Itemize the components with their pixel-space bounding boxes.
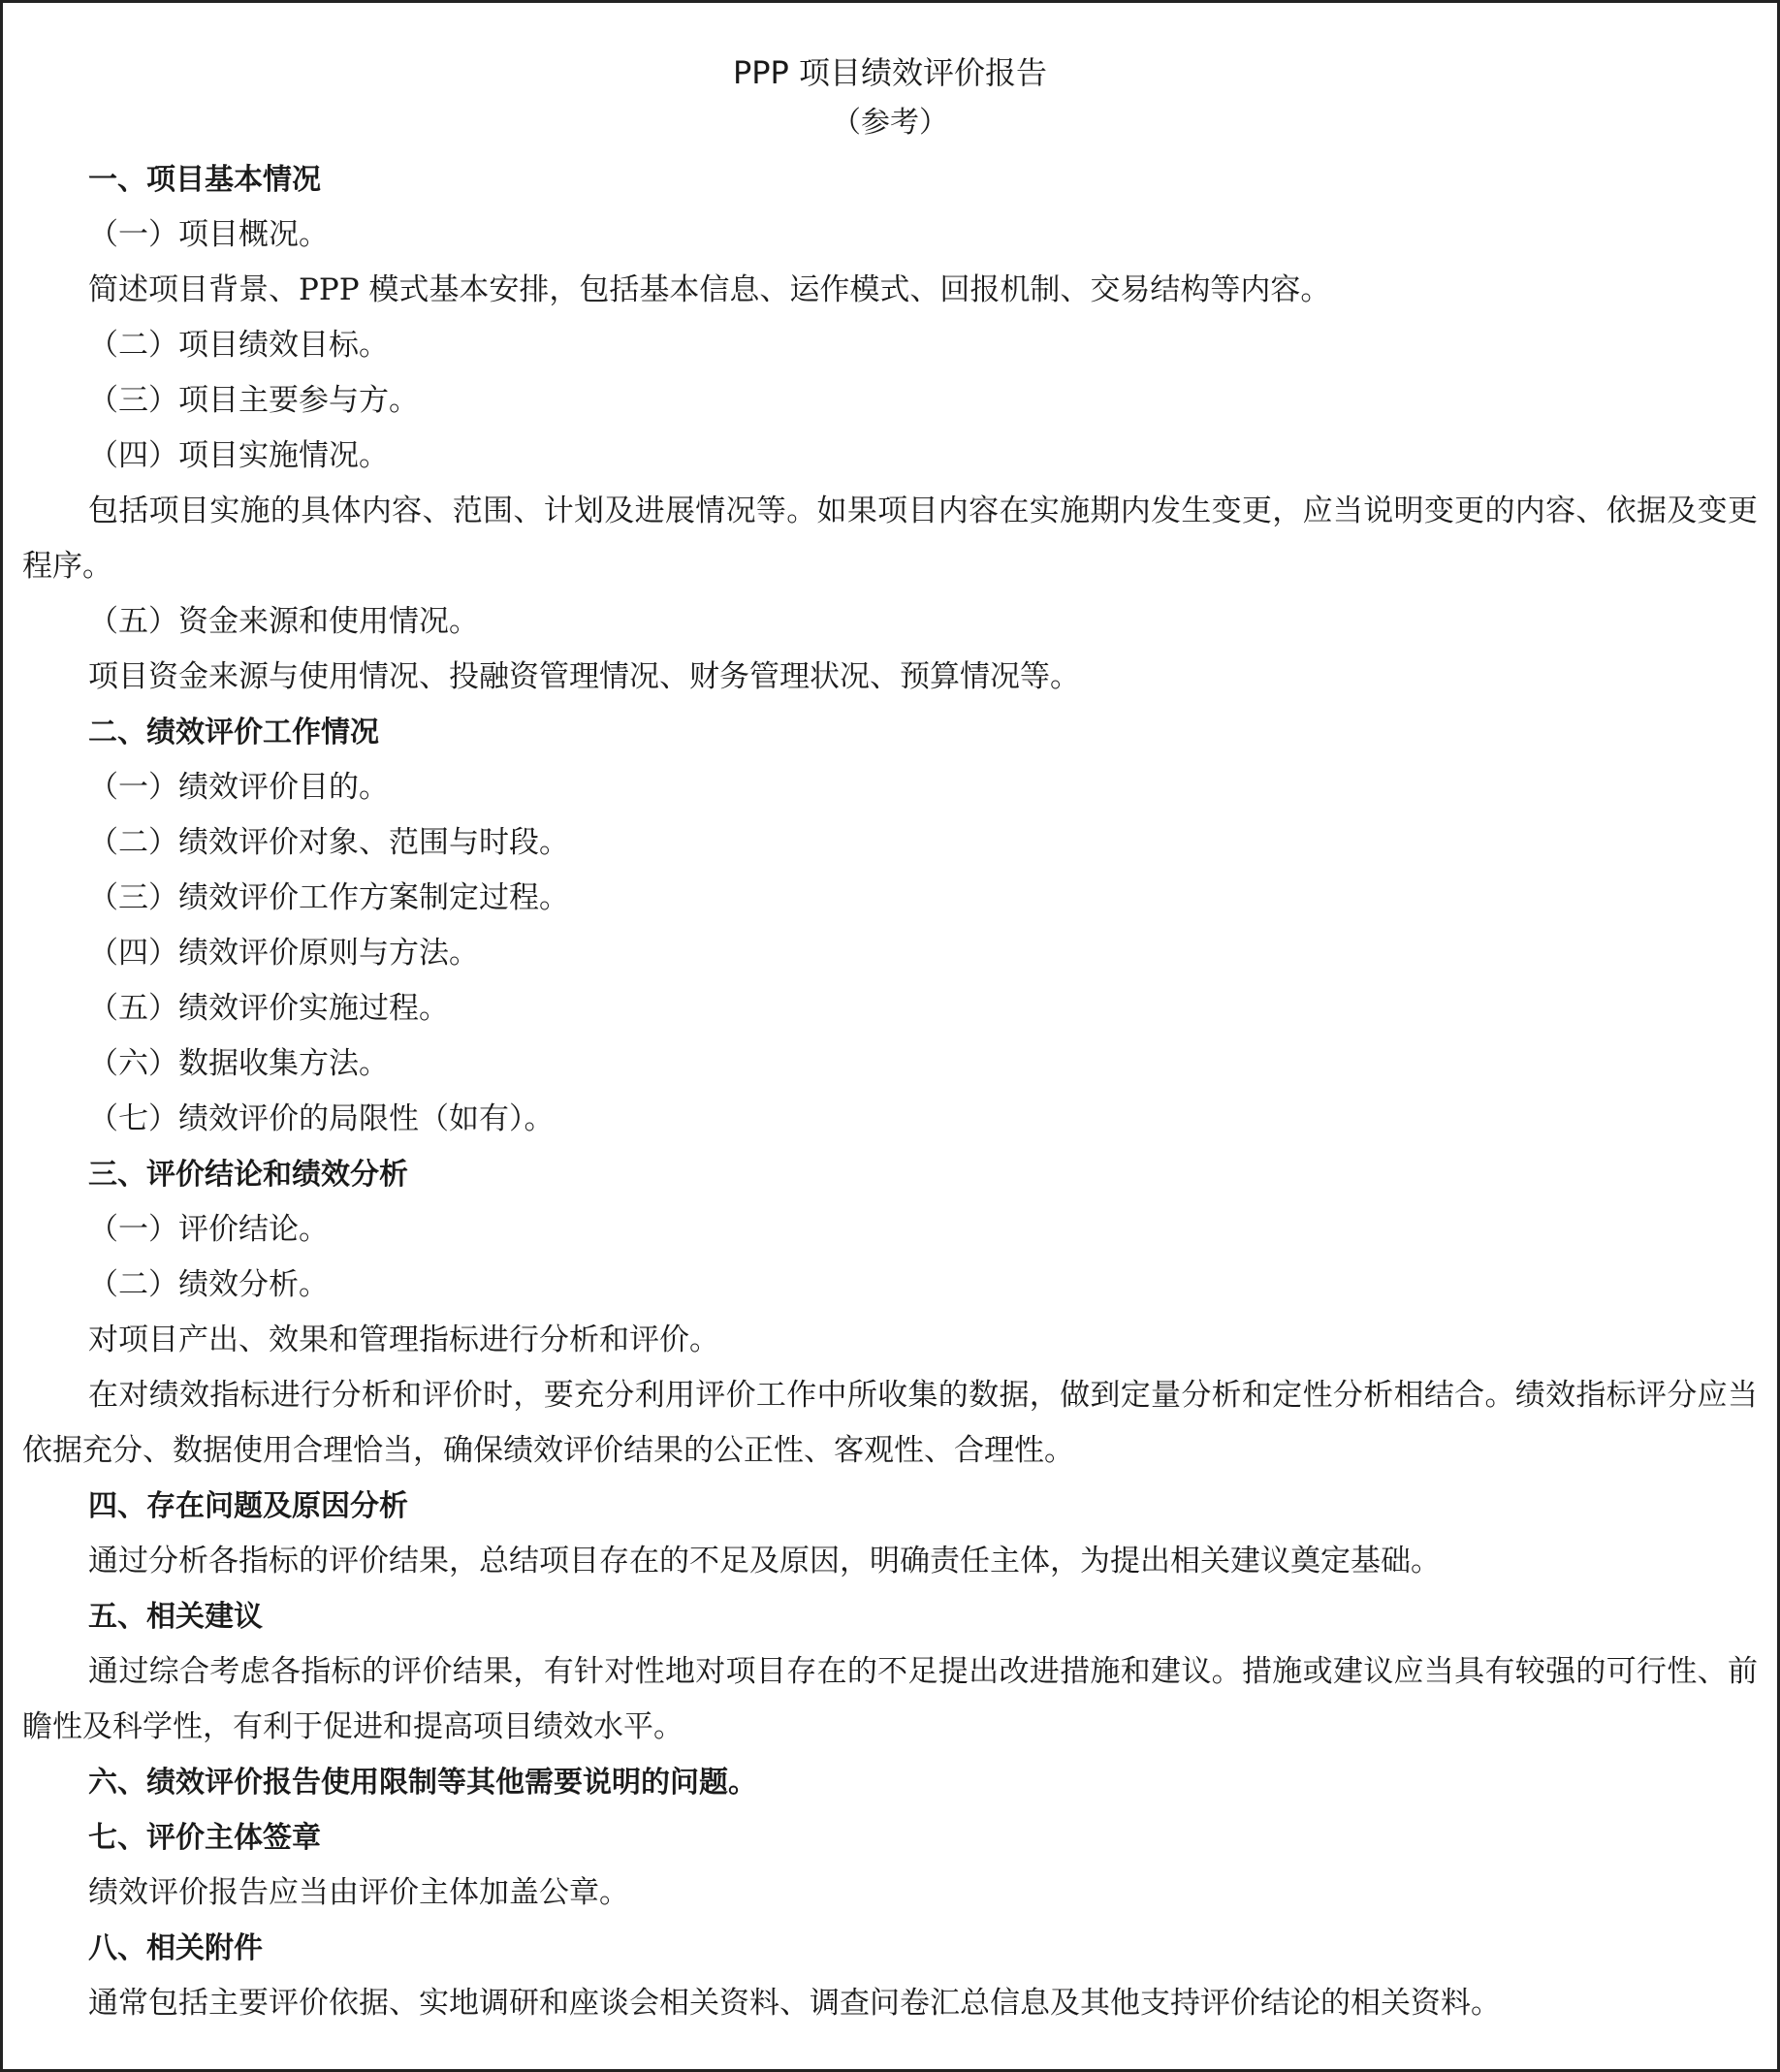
section-heading: 六、绩效评价报告使用限制等其他需要说明的问题。	[88, 1766, 757, 1800]
subsection-item: （三）绩效评价工作方案制定过程。	[88, 880, 569, 915]
subsection-item: （四）项目实施情况。	[88, 438, 389, 473]
section-heading: 七、评价主体签章	[88, 1821, 321, 1855]
document-subtitle: （参考）	[832, 106, 948, 140]
document-title: PPP 项目绩效评价报告	[732, 54, 1048, 91]
body-paragraph: 项目资金来源与使用情况、投融资管理情况、财务管理状况、预算情况等。	[88, 659, 1080, 694]
body-paragraph: 在对绩效指标进行分析和评价时，要充分利用评价工作中所收集的数据，做到定量分析和定性分析相结合。绩效指标评分应当依据充分、数据使用合理恰当，确保绩效评价结果的公正性、客观性、合理性。	[22, 1378, 1758, 1468]
body-paragraph: 通过综合考虑各指标的评价结果，有针对性地对项目存在的不足提出改进措施和建议。措施或建议应当具有较强的可行性、前瞻性及科学性，有利于促进和提高项目绩效水平。	[22, 1654, 1758, 1744]
body-paragraph: 对项目产出、效果和管理指标进行分析和评价。	[88, 1323, 719, 1357]
body-paragraph: 包括项目实施的具体内容、范围、计划及进展情况等。如果项目内容在实施期内发生变更，应当说明变更的内容、依据及变更程序。	[22, 494, 1758, 584]
subsection-item: （二）绩效分析。	[88, 1267, 329, 1302]
subsection-item: （四）绩效评价原则与方法。	[88, 936, 479, 971]
subsection-item: （一）项目概况。	[88, 217, 329, 252]
section-heading: 一、项目基本情况	[88, 163, 321, 197]
section-heading: 四、存在问题及原因分析	[88, 1489, 408, 1523]
subsection-item: （二）绩效评价对象、范围与时段。	[88, 825, 569, 860]
body-paragraph: 通过分析各指标的评价结果，总结项目存在的不足及原因，明确责任主体，为提出相关建议奠定基础。	[88, 1544, 1441, 1578]
subsection-item: （一）评价结论。	[88, 1212, 329, 1247]
section-heading: 三、评价结论和绩效分析	[88, 1158, 408, 1192]
subsection-item: （五）绩效评价实施过程。	[88, 991, 449, 1026]
section-heading: 八、相关附件	[88, 1931, 263, 1965]
section-heading: 二、绩效评价工作情况	[88, 716, 379, 749]
subsection-item: （六）数据收集方法。	[88, 1046, 389, 1081]
body-paragraph: 通常包括主要评价依据、实地调研和座谈会相关资料、调查问卷汇总信息及其他支持评价结论的相关资料。	[88, 1986, 1501, 2021]
subsection-item: （五）资金来源和使用情况。	[88, 604, 479, 639]
body-paragraph: 绩效评价报告应当由评价主体加盖公章。	[88, 1875, 629, 1910]
subsection-item: （三）项目主要参与方。	[88, 383, 419, 418]
subsection-item: （一）绩效评价目的。	[88, 770, 389, 805]
section-heading: 五、相关建议	[88, 1600, 263, 1634]
body-paragraph: 简述项目背景、PPP 模式基本安排，包括基本信息、运作模式、回报机制、交易结构等内容。	[88, 272, 1331, 307]
subsection-item: （二）项目绩效目标。	[88, 328, 389, 363]
subsection-item: （七）绩效评价的局限性（如有）。	[88, 1101, 555, 1136]
